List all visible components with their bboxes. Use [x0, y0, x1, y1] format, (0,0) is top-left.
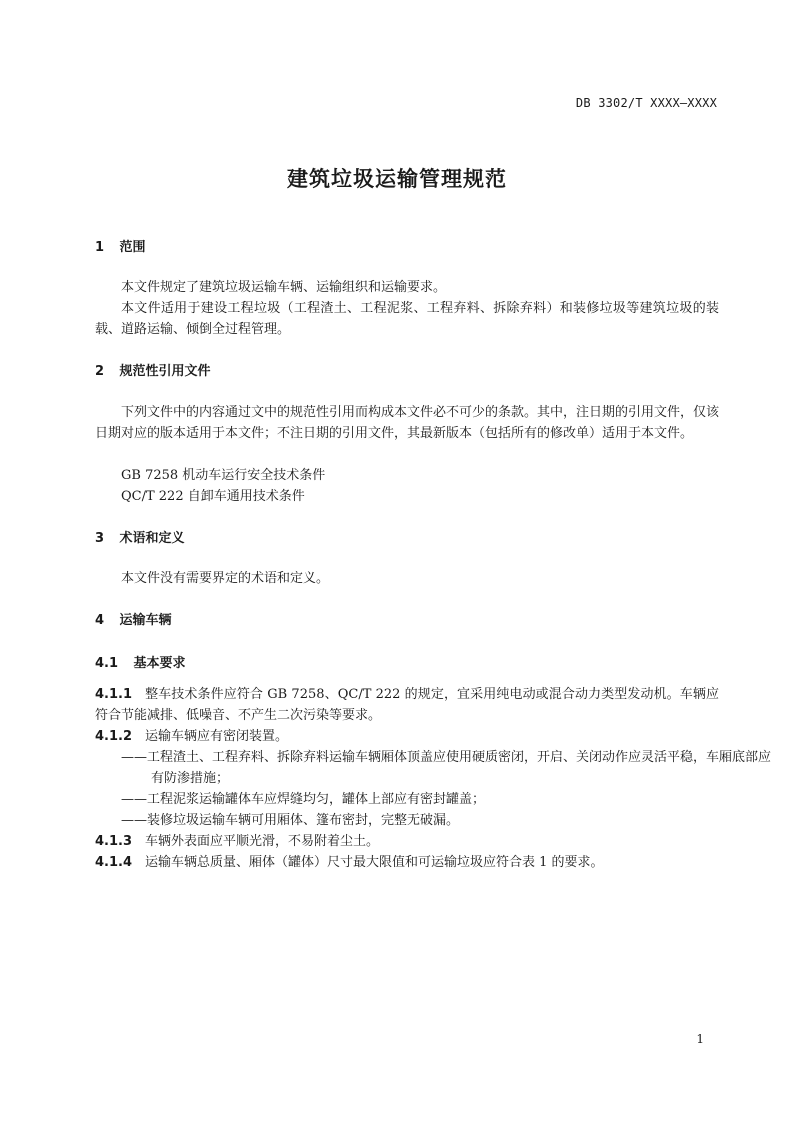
paragraph: 下列文件中的内容通过文中的规范性引用而构成本文件必不可少的条款。其中，注日期的引用文件，仅该日期对应的版本适用于本文件；不注日期的引用文件，其最新版本（包括所有的修改单）适用于本文件。 — [95, 405, 720, 441]
clause-text: 车辆外表面应平顺光滑，不易附着尘土。 — [145, 834, 380, 849]
normative-reference: QC/T 222 自卸车通用技术条件 — [121, 489, 305, 504]
section-heading-4 — [95, 611, 719, 631]
clause-4-1-1 — [95, 684, 719, 726]
subsection-title: 基本要求 — [133, 656, 186, 671]
section-heading-2 — [95, 362, 719, 382]
section-title: 运输车辆 — [119, 613, 172, 628]
subsection-heading-4-1 — [95, 654, 719, 674]
clause-text: 运输车辆总质量、厢体（罐体）尺寸最大限值和可运输垃圾应符合表 1 的要求。 — [145, 855, 604, 870]
clause-text: 运输车辆应有密闭装置。 — [145, 729, 289, 744]
section-title: 术语和定义 — [119, 531, 185, 546]
clause-number: 4.1.2 — [95, 729, 133, 744]
clause-number: 4.1.3 — [95, 834, 133, 849]
paragraph: 本文件没有需要界定的术语和定义。 — [121, 571, 330, 586]
list-item: ——装修垃圾运输车辆可用厢体、篷布密封，完整无破漏。 — [121, 813, 460, 828]
section-number: 4 — [95, 613, 105, 628]
paragraph: 本文件适用于建设工程垃圾（工程渣土、工程泥浆、工程弃料、拆除弃料）和装修垃圾等建筑垃圾的装载、道路运输、倾倒全过程管理。 — [95, 301, 719, 337]
section-number: 3 — [95, 531, 105, 546]
page-number: 1 — [696, 1032, 704, 1046]
clause-number: 4.1.4 — [95, 855, 133, 870]
section-number: 2 — [95, 364, 105, 379]
subsection-number: 4.1 — [95, 656, 119, 671]
section-title: 规范性引用文件 — [119, 364, 211, 379]
section-title: 范围 — [119, 240, 146, 255]
section-heading-1 — [95, 238, 719, 258]
normative-reference: GB 7258 机动车运行安全技术条件 — [121, 468, 326, 483]
list-item: ——工程渣土、工程弃料、拆除弃料运输车辆厢体顶盖应使用硬质密闭，开启、关闭动作应灵活平稳，车厢底部应有防渗措施； — [121, 750, 772, 786]
clause-text: 整车技术条件应符合 GB 7258、QC/T 222 的规定，宜采用纯电动或混合动力类型发动机。车辆应符合节能减排、低噪音、不产生二次污染等要求。 — [95, 687, 719, 723]
clause-4-1-3 — [95, 831, 719, 852]
document-title: 建筑垃圾运输管理规范 — [287, 167, 507, 191]
standard-code: DB 3302/T XXXX—XXXX — [575, 96, 717, 110]
list-item: ——工程泥浆运输罐体车应焊缝均匀，罐体上部应有密封罐盖； — [121, 792, 486, 807]
section-heading-3 — [95, 529, 719, 549]
clause-4-1-4 — [95, 852, 719, 873]
clause-number: 4.1.1 — [95, 687, 133, 702]
clause-4-1-2 — [95, 726, 719, 747]
paragraph: 本文件规定了建筑垃圾运输车辆、运输组织和运输要求。 — [121, 280, 447, 295]
section-number: 1 — [95, 240, 105, 255]
